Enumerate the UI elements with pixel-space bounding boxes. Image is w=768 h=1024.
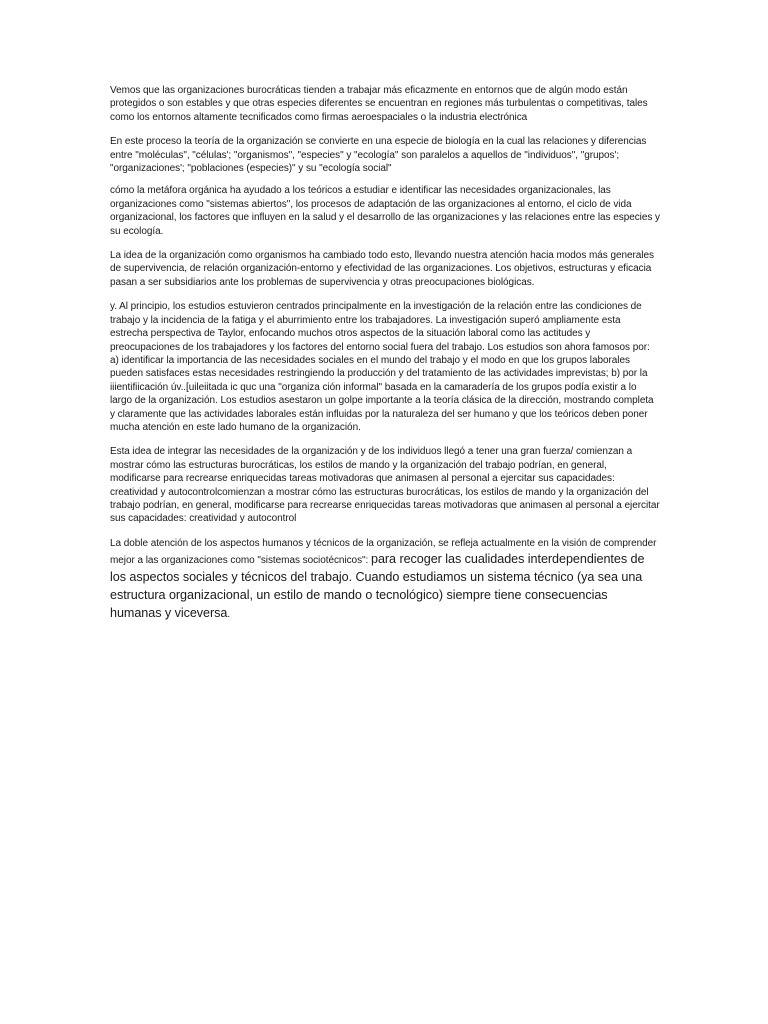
paragraph-1: Vemos que las organizaciones burocráticas tienden a trabajar más eficazmente en entornos que de algún modo están protegidos o son estables y que otras especies diferentes se encuentran en regiones más turbulentas o competitivas, tales como los entornos altamente tecnificados como firmas aeroespaciales o la industria electrónica	[110, 85, 648, 123]
paragraph-7-end: .	[227, 609, 231, 621]
document-body	[110, 84, 660, 633]
paragraph-2: En este proceso la teoría de la organización se convierte en una especie de biología en la cual las relaciones y diferencias entre "moléculas", "células'; "organismos", "especies" y "ecología" son paralelos a aquellos de "individuos", "grupos'; "organizaciones'; "poblaciones (especies)" y su "ecología social"	[110, 136, 647, 175]
paragraph-7-normal-text: La doble atención de los aspectos humanos y técnicos de la organización, se refleja actualmente en la visión de comprender mejor a las organizaciones como "sistemas sociotécnicos":	[110, 537, 657, 567]
paragraph-7	[110, 537, 660, 622]
paragraph-7-large-text: para recoger las cualidades interdependientes de los aspectos sociales y técnicos del trabajo. Cuando estudiamos un sistema técnico (ya sea una estructura organizacional, un estilo de mando o tecnológico) siempre tiene consecuencias humanas y viceversa	[110, 552, 645, 621]
paragraph-6: Esta idea de integrar las necesidades de la organización y de los individuos llegó a tener una gran fuerza/ comienzan a mostrar cómo las estructuras burocráticas, los estilos de mando y la organización del trabajo podrían, en general, modificarse para recrearse enriquecidas tareas motivadoras que animasen al personal a ejercitar sus capacidades: creatividad y autocontrolcomienzan a mostrar cómo las estructuras burocráticas, los estilos de mando y la organización del trabajo podrían, en general, modificarse para recrearse enriquecidas tareas motivadoras que animasen al personal a ejercitar sus capacidades: creatividad y autocontrol	[110, 446, 660, 525]
paragraph-5: y. Al principio, los estudios estuvieron centrados principalmente en la investigación de la relación entre las condiciones de trabajo y la incidencia de la fatiga y el aburrimiento entre los trabajadores. La investigación superó ampliamente esta estrecha perspectiva de Taylor, enfocando muchos otros aspectos de la situación laboral como las actitudes y preocupaciones de los trabajadores y los factores del entorno social fuera del trabajo. Los estudios son ahora famosos por: a) identificar la importancia de las necesidades sociales en el mundo del trabajo y el modo en que los grupos laborales pueden satisfaces estas necesidades restringiendo la producción y del tratamiento de las actividades imprevistas; b) por la iiientifiicación úv..[uileiitada ic quc una "organiza ción informal" basada en la camaradería de los grupos podía existir a lo largo de la organización. Los estudios asestaron un golpe importante a la teoría clásica de la dirección, mostrando completa y claramente que las actividades laborales están influidas por la naturaleza del ser humano y que los teóricos deben poner mucha atención en este lado humano de la organización.	[110, 301, 654, 433]
paragraph-4: La idea de la organización como organismos ha cambiado todo esto, llevando nuestra atención hacia modos más generales de supervivencia, de relación organización-entorno y efectividad de las organizaciones. Los objetivos, estructuras y eficacia pasan a ser subsidiarios ante los problemas de supervivencia y otras preocupaciones biológicas.	[110, 250, 654, 288]
paragraph-3: cómo la metáfora orgánica ha ayudado a los teóricos a estudiar e identificar las necesidades organizacionales, las organizaciones como "sistemas abiertos", los procesos de adaptación de las organizaciones al entorno, el ciclo de vida organizacional, los factores que influyen en la salud y el desarrollo de las organizaciones y las relaciones entre las especies y su ecología.	[110, 185, 660, 237]
